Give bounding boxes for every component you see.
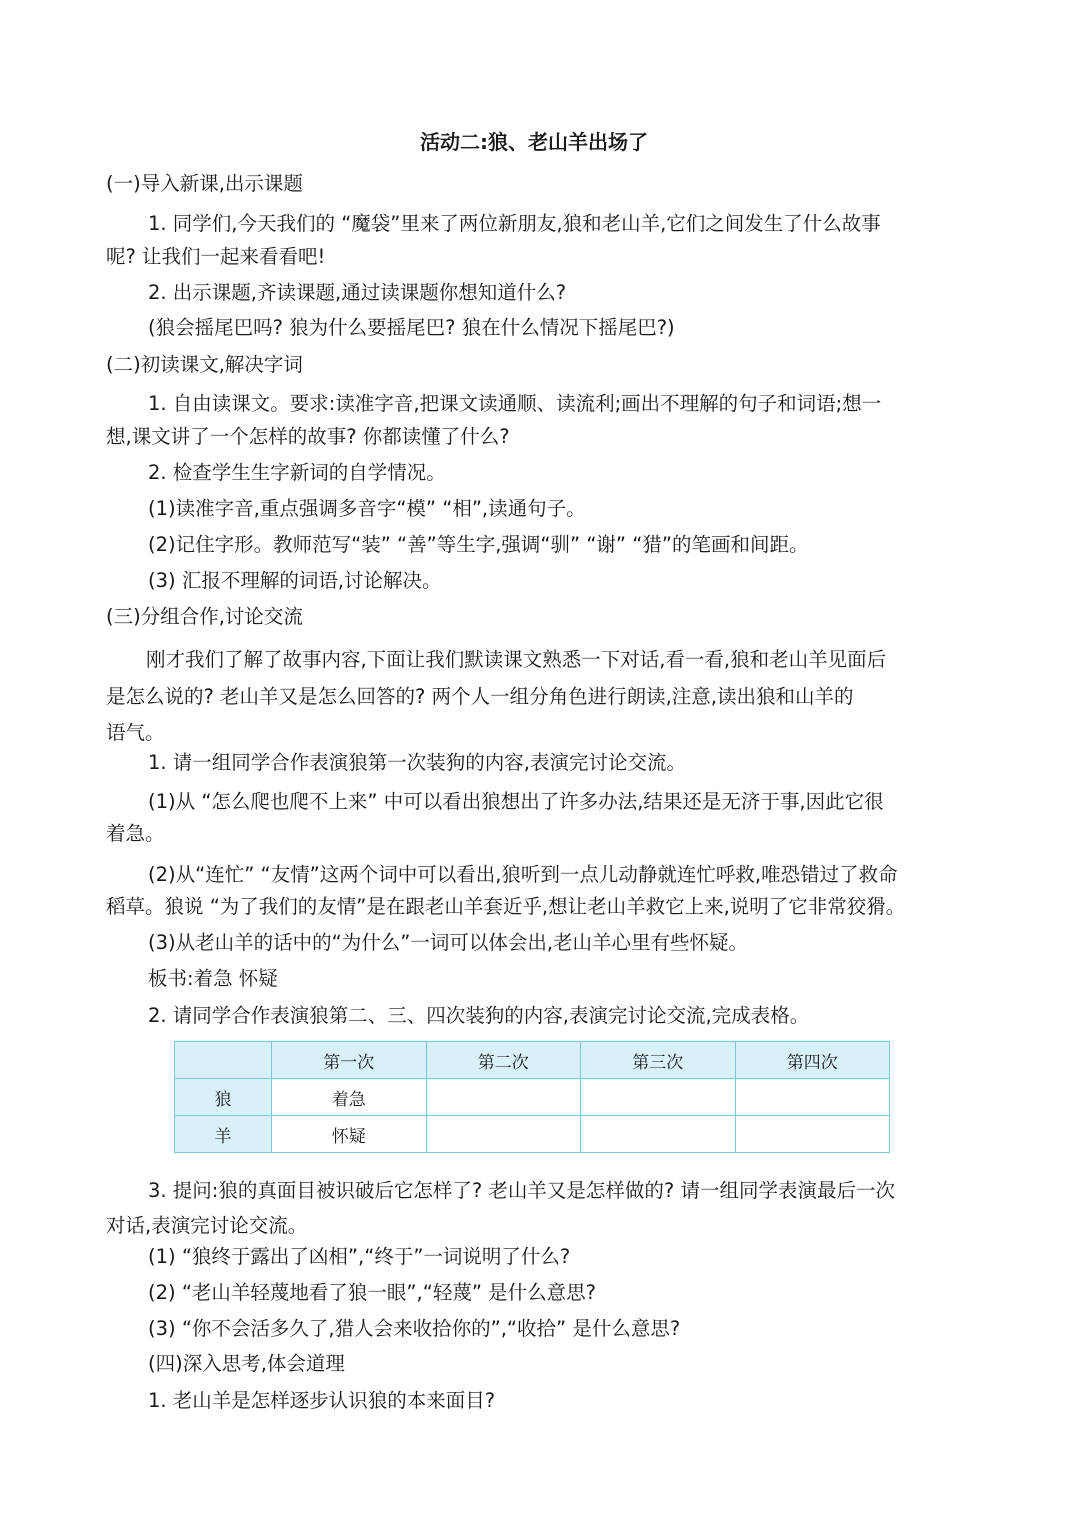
paragraph-1-1a: 1. 同学们,今天我们的 “魔袋”里来了两位新朋友,狼和老山羊,它们之间发生了什么故事 <box>148 212 881 235</box>
table-cell: 怀疑 <box>272 1116 427 1153</box>
paragraph-3-intro-c: 语气。 <box>106 721 165 744</box>
comparison-table <box>174 1041 890 1153</box>
table-header-cell: 第一次 <box>272 1042 427 1079</box>
paragraph-1-2: 2. 出示课题,齐读课题,通过读课题你想知道什么? <box>148 281 567 304</box>
paragraph-3-q1-3: (3)从老山羊的话中的“为什么”一词可以体会出,老山羊心里有些怀疑。 <box>148 931 749 954</box>
table-cell <box>735 1079 890 1116</box>
paragraph-3-q1-1a: (1)从 “怎么爬也爬不上来” 中可以看出狼想出了许多办法,结果还是无济于事,因此它很 <box>148 790 884 813</box>
paragraph-1-1b: 呢? 让我们一起来看看吧! <box>106 245 326 268</box>
table-cell <box>581 1079 736 1116</box>
paragraph-3-q1-2a: (2)从“连忙” “友情”这两个词中可以看出,狼听到一点儿动静就连忙呼救,唯恐错过了救命 <box>148 863 898 886</box>
table-header-cell: 第三次 <box>581 1042 736 1079</box>
paragraph-3-q3b: 对话,表演完讨论交流。 <box>106 1214 308 1237</box>
table-header-cell <box>175 1042 272 1079</box>
paragraph-2-4: (2)记住字形。教师范写“装” “善”等生字,强调“驯” “谢” “猎”的笔画和间距。 <box>148 533 809 556</box>
table-row-label: 羊 <box>175 1116 272 1153</box>
table-header-cell: 第二次 <box>426 1042 581 1079</box>
section-heading-4: (四)深入思考,体会道理 <box>148 1352 345 1375</box>
table-cell <box>426 1079 581 1116</box>
paragraph-3-intro-a: 刚才我们了解了故事内容,下面让我们默读课文熟悉一下对话,看一看,狼和老山羊见面后 <box>146 648 887 671</box>
section-heading-2: (二)初读课文,解决字词 <box>106 353 303 376</box>
paragraph-3-q3-2: (2) “老山羊轻蔑地看了狼一眼”,“轻蔑” 是什么意思? <box>148 1281 596 1304</box>
paragraph-4-q1: 1. 老山羊是怎样逐步认识狼的本来面目? <box>148 1389 496 1412</box>
paragraph-2-1a: 1. 自由读课文。要求:读准字音,把课文读通顺、读流利;画出不理解的句子和词语;想一 <box>148 392 882 415</box>
paragraph-2-2: 2. 检查学生生字新词的自学情况。 <box>148 461 446 484</box>
section-heading-1: (一)导入新课,出示课题 <box>106 172 303 195</box>
table-row-label: 狼 <box>175 1079 272 1116</box>
page-title: 活动二:狼、老山羊出场了 <box>420 130 648 154</box>
paragraph-3-q3-1: (1) “狼终于露出了凶相”,“终于”一词说明了什么? <box>148 1245 571 1268</box>
paragraph-2-3: (1)读准字音,重点强调多音字“模” “相”,读通句子。 <box>148 497 586 520</box>
table-cell <box>735 1116 890 1153</box>
paragraph-3-q1-1b: 着急。 <box>106 822 165 845</box>
table-row <box>175 1116 890 1153</box>
paragraph-3-q3-3: (3) “你不会活多久了,猎人会来收拾你的”,“收拾” 是什么意思? <box>148 1317 681 1340</box>
table-cell <box>581 1116 736 1153</box>
paragraph-3-q1-2b: 稻草。狼说 “为了我们的友情”是在跟老山羊套近乎,想让老山羊救它上来,说明了它非常狡猾。 <box>106 895 906 918</box>
table-cell <box>426 1116 581 1153</box>
paragraph-2-1b: 想,课文讲了一个怎样的故事? 你都读懂了什么? <box>106 425 510 448</box>
table-header-row <box>175 1042 890 1079</box>
table-header-cell: 第四次 <box>735 1042 890 1079</box>
table-cell: 着急 <box>272 1079 427 1116</box>
paragraph-2-5: (3) 汇报不理解的词语,讨论解决。 <box>148 569 442 592</box>
section-heading-3: (三)分组合作,讨论交流 <box>106 605 303 628</box>
table-row <box>175 1079 890 1116</box>
board-note: 板书:着急 怀疑 <box>148 967 278 990</box>
paragraph-3-intro-b: 是怎么说的? 老山羊又是怎么回答的? 两个人一组分角色进行朗读,注意,读出狼和山羊的 <box>106 685 854 708</box>
paragraph-3-q1: 1. 请一组同学合作表演狼第一次装狗的内容,表演完讨论交流。 <box>148 751 687 774</box>
paragraph-3-q2: 2. 请同学合作表演狼第二、三、四次装狗的内容,表演完讨论交流,完成表格。 <box>148 1004 810 1027</box>
paragraph-1-3: (狼会摇尾巴吗? 狼为什么要摇尾巴? 狼在什么情况下摇尾巴?) <box>148 316 675 339</box>
paragraph-3-q3a: 3. 提问:狼的真面目被识破后它怎样了? 老山羊又是怎样做的? 请一组同学表演最后一次 <box>148 1179 895 1202</box>
